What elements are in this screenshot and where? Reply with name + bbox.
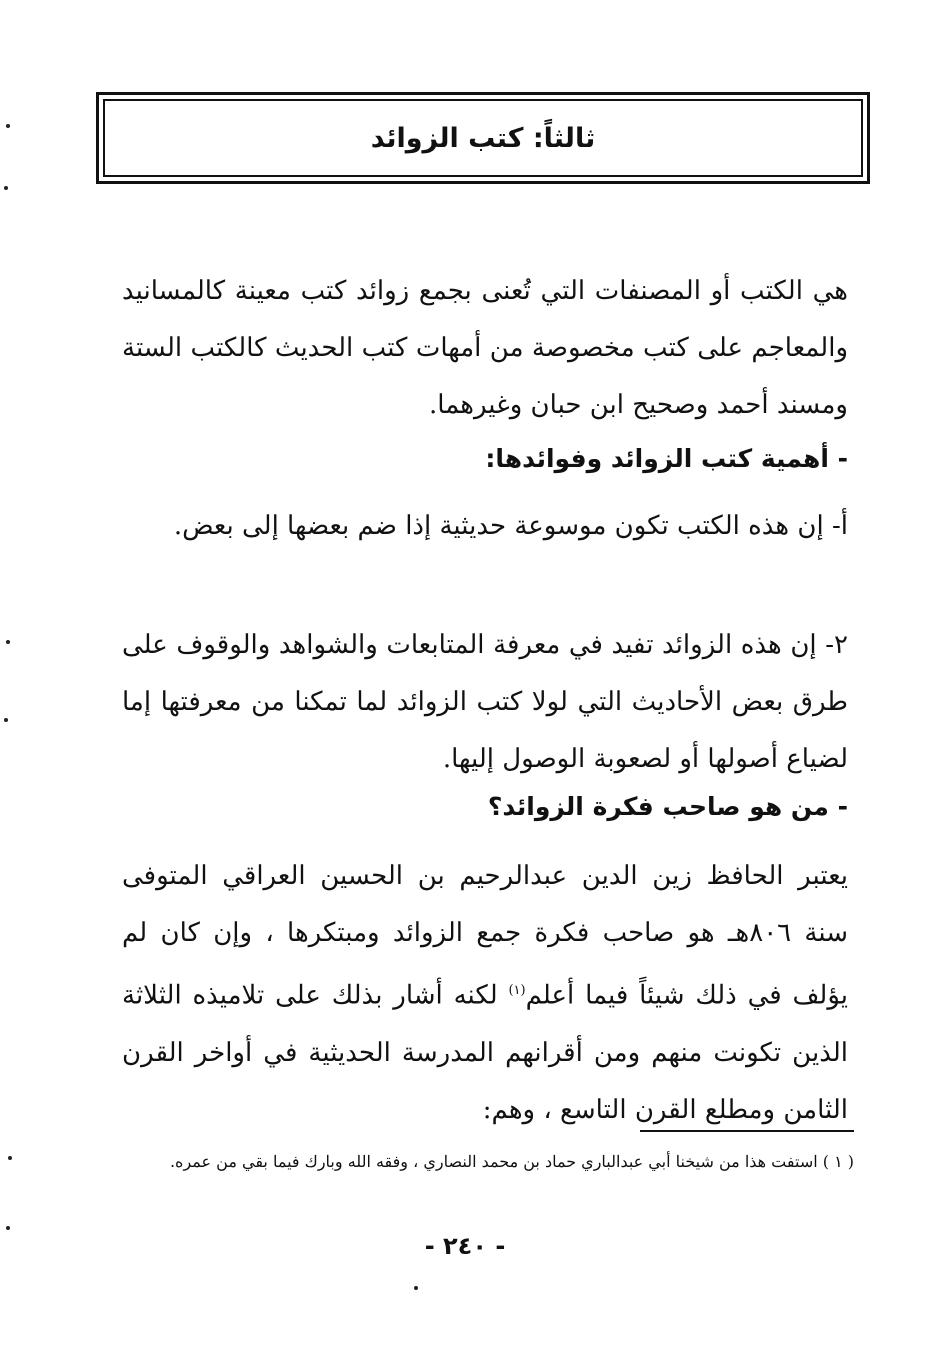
originator-text-part1: يعتبر الحافظ زين الدين عبدالرحيم بن الحسين العراقي المتوفى سنة ٨٠٦هـ هو صاحب فكرة جمع الزوائد ومبتكرها ، وإن كان لم يؤلف في ذلك شيئاً فيما أعلم <box>122 861 849 1011</box>
scan-speck <box>4 718 8 722</box>
title-frame <box>96 92 870 184</box>
point-a-block <box>122 498 848 555</box>
intro-block <box>122 263 848 434</box>
originator-block <box>122 848 848 1139</box>
scan-speck <box>6 124 10 128</box>
footnote-separator <box>640 1130 854 1132</box>
point-2-paragraph: ٢- إن هذه الزوائد تفيد في معرفة المتابعات والشواهد والوقوف على طرق بعض الأحاديث التي لولا كتب الزوائد لما تمكنا من معرفتها إما لضياع أصولها أو لصعوبة الوصول إليها. <box>122 630 848 774</box>
point-a-paragraph: أ- إن هذه الكتب تكون موسوعة حديثية إذا ضم بعضها إلى بعض. <box>173 511 848 541</box>
scan-speck <box>414 1286 418 1290</box>
originator-text-part2: لكنه أشار بذلك على تلاميذه الثلاثة الذين تكونت منهم ومن أقرانهم المدرسة الحديثية في أواخر القرن الثامن ومطلع القرن التاسع ، وهم: <box>122 980 848 1125</box>
scan-speck <box>4 186 8 190</box>
intro-paragraph: هي الكتب أو المصنفات التي تُعنى بجمع زوائد كتب معينة كالمسانيد والمعاجم على كتب مخصوصة من أمهات كتب الحديث كالكتب الستة ومسند أحمد وصحيح ابن حبان وغيرهما. <box>122 276 848 420</box>
originator-paragraph <box>122 848 848 1139</box>
section-heading-importance: - أهمية كتب الزوائد وفوائدها: <box>485 444 848 473</box>
scan-speck <box>6 640 10 644</box>
page-title: ثالثاً: كتب الزوائد <box>370 122 596 154</box>
title-frame-inner <box>103 99 863 177</box>
scan-speck <box>8 1156 12 1160</box>
footnote-reference: (١) <box>508 983 526 998</box>
page-number: - ٢٤٠ - <box>424 1232 506 1260</box>
scan-speck <box>6 1226 10 1230</box>
point-2-block <box>122 617 848 788</box>
footnote-text: ( ١ ) استفت هذا من شيخنا أبي عبدالباري حماد بن محمد النصاري ، وفقه الله وبارك فيما بقي من عمره. <box>169 1152 854 1171</box>
section-heading-originator: - من هو صاحب فكرة الزوائد؟ <box>487 792 848 821</box>
